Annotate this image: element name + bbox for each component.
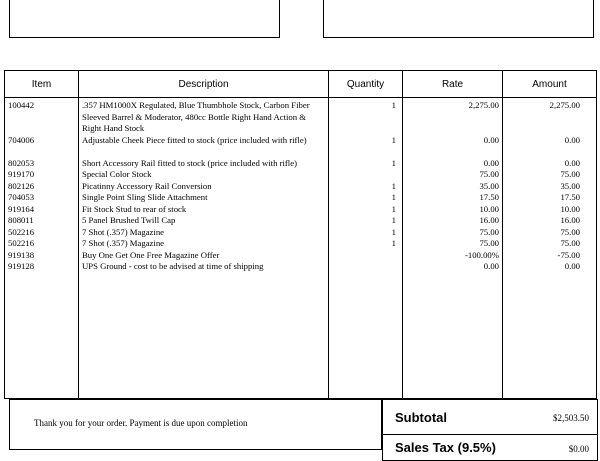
item-code: 100442 xyxy=(8,100,35,110)
item-rate: 2,275.00 xyxy=(468,100,499,110)
item-description: .357 HM1000X Regulated, Blue Thumbhole Stock, Carbon Fiber Sleeved Barrel & Moderator, 480cc Bottle Right Hand Action & Right Hand Stock xyxy=(82,100,310,133)
item-amount: 10.00 xyxy=(560,203,580,214)
item-quantity: 1 xyxy=(391,215,396,225)
line-items-table xyxy=(4,70,597,399)
payment-note: Thank you for your order. Payment is due upon completion xyxy=(34,418,248,428)
subtotal-value: $2,503.50 xyxy=(553,413,589,423)
item-rate: 17.50 xyxy=(479,192,499,202)
item-description: 7 Shot (.357) Magazine xyxy=(82,226,165,237)
item-rate: 0.00 xyxy=(483,157,499,168)
rate-column xyxy=(403,98,503,399)
item-quantity: 1 xyxy=(391,238,396,248)
header-amount: Amount xyxy=(503,71,597,98)
item-description: Adjustable Cheek Piece fitted to stock (price included with rifle) xyxy=(82,134,307,145)
item-quantity xyxy=(329,261,396,273)
item-description: Fit Stock Stud to rear of stock xyxy=(82,203,187,214)
item-description: UPS Ground - cost to be advised at time of shipping xyxy=(82,261,264,271)
quantity-column xyxy=(329,98,403,399)
item-amount: 0.00 xyxy=(564,261,580,271)
bill-to-box xyxy=(9,0,280,38)
header-item: Item xyxy=(5,71,79,98)
item-rate: 0.00 xyxy=(483,261,499,271)
header-description: Description xyxy=(79,71,329,98)
item-description: Buy One Get One Free Magazine Offer xyxy=(82,249,220,260)
item-quantity: 1 xyxy=(391,192,396,202)
item-code: 808011 xyxy=(8,215,34,225)
sales-tax-value: $0.00 xyxy=(568,444,589,454)
table-header-row xyxy=(5,71,597,98)
sales-tax-label: Sales Tax (9.5%) xyxy=(395,440,496,455)
item-quantity: 1 xyxy=(391,203,396,214)
item-quantity: 1 xyxy=(391,157,396,168)
item-code: 502216 xyxy=(8,226,35,237)
item-code: 802053 xyxy=(8,157,35,168)
item-code: 704006 xyxy=(8,134,35,145)
item-code: 502216 xyxy=(8,238,35,248)
item-amount: 35.00 xyxy=(560,180,580,191)
item-quantity xyxy=(329,169,396,181)
item-amount: 75.00 xyxy=(560,238,580,248)
item-quantity: 1 xyxy=(391,226,396,237)
item-description: 5 Panel Brushed Twill Cap xyxy=(82,215,176,225)
item-quantity xyxy=(329,250,396,262)
item-rate: -100.00% xyxy=(464,249,499,260)
item-quantity: 1 xyxy=(391,134,396,145)
item-rate: 75.00 xyxy=(479,226,499,237)
item-quantity: 1 xyxy=(391,100,396,110)
item-description: Special Color Stock xyxy=(82,169,152,179)
item-amount: 2,275.00 xyxy=(549,100,580,110)
item-rate: 35.00 xyxy=(479,180,499,191)
item-description: Picatinny Accessory Rail Conversion xyxy=(82,180,212,191)
item-code: 919128 xyxy=(8,261,35,271)
item-amount: 16.00 xyxy=(560,215,580,225)
item-code: 919164 xyxy=(8,203,35,214)
item-code: 704053 xyxy=(8,192,35,202)
header-quantity: Quantity xyxy=(329,71,403,98)
amount-column xyxy=(503,98,597,399)
item-code: 919170 xyxy=(8,169,35,179)
item-amount: 75.00 xyxy=(560,169,580,179)
totals-box xyxy=(382,399,598,461)
ship-to-box xyxy=(323,0,594,38)
item-description: 7 Shot (.357) Magazine xyxy=(82,238,165,248)
subtotal-label: Subtotal xyxy=(395,410,447,425)
item-code: 802126 xyxy=(8,180,35,191)
item-quantity: 1 xyxy=(391,180,396,191)
item-description: Short Accessory Rail fitted to stock (price included with rifle) xyxy=(82,157,297,168)
item-amount: 0.00 xyxy=(564,134,580,145)
item-rate: 75.00 xyxy=(479,169,499,179)
item-amount: -75.00 xyxy=(557,249,580,260)
item-code: 919138 xyxy=(8,249,35,260)
item-column xyxy=(5,98,79,399)
item-rate: 75.00 xyxy=(479,238,499,248)
item-rate: 0.00 xyxy=(483,134,499,145)
description-column xyxy=(79,98,329,399)
totals-divider xyxy=(383,434,597,435)
item-rate: 10.00 xyxy=(479,203,499,214)
item-amount: 17.50 xyxy=(560,192,580,202)
item-amount: 75.00 xyxy=(560,226,580,237)
item-description: Single Point Sling Slide Attachment xyxy=(82,192,208,202)
item-amount: 0.00 xyxy=(564,157,580,168)
footer-message-box xyxy=(9,399,382,450)
item-rate: 16.00 xyxy=(479,215,499,225)
header-rate: Rate xyxy=(403,71,503,98)
